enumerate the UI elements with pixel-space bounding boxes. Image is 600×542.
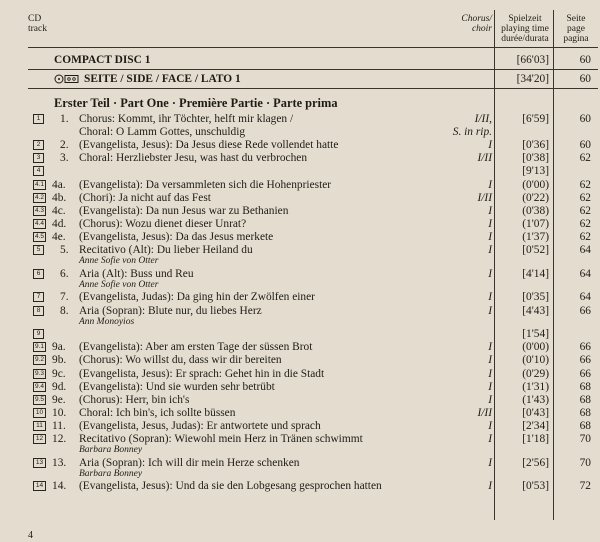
track-row (0, 112, 600, 126)
track-title: (Evangelista, Judas): Da ging hin der Zwölfen einer (79, 291, 315, 304)
track-number: 3. (60, 152, 69, 165)
track-page: 62 (579, 230, 591, 243)
track-chorus: I (488, 217, 492, 230)
track-row (0, 178, 600, 192)
performer-name: Ann Monoyios (79, 316, 135, 327)
track-chorus: I (488, 380, 492, 393)
track-title: (Chorus): Herr, bin ich's (79, 393, 190, 406)
track-title: Choral: O Lamm Gottes, unschuldig (79, 126, 246, 139)
track-title: Recitativo (Alt): Du lieber Heiland du (79, 244, 253, 256)
track-number: 5. (60, 244, 69, 256)
track-row (0, 164, 600, 178)
track-box: 4.2 (34, 193, 45, 201)
track-title: Aria (Alt): Buss und Reu (79, 267, 194, 280)
track-page: 66 (579, 367, 591, 380)
track-box: 6 (33, 269, 44, 279)
track-time: (0'00) (522, 341, 549, 354)
track-number: 10. (52, 406, 67, 419)
track-time: (1'37) (522, 230, 549, 243)
track-number: 8. (60, 304, 69, 317)
track-time: (0'38) (522, 204, 549, 217)
track-box: 13 (33, 458, 46, 468)
track-page: 62 (579, 178, 591, 191)
track-row (0, 353, 600, 367)
track-box: 9.4 (34, 382, 45, 390)
track-page: 66 (579, 354, 591, 367)
track-title: (Chori): Ja nicht auf das Fest (79, 191, 211, 204)
track-box: 4.3 (34, 206, 45, 214)
track-time: (0'10) (522, 354, 549, 367)
track-number: 6. (60, 267, 69, 280)
track-title: (Evangelista, Jesus): Und da sie den Lobgesang gesprochen hatten (79, 480, 382, 493)
track-box: 4.1 (34, 180, 45, 188)
track-chorus: I (488, 433, 492, 445)
track-page: 66 (579, 341, 591, 354)
track-time: [0'36] (522, 139, 549, 152)
track-number: 12. (52, 433, 67, 445)
track-time: [6'59] (522, 113, 549, 125)
side-title: SEITE / SIDE / FACE / LATO 1 (84, 73, 241, 85)
disc-page: 60 (579, 54, 591, 66)
track-title: (Chorus): Wozu dienet dieser Unrat? (79, 217, 247, 230)
track-title: Choral: Ich bin's, ich sollte büssen (79, 406, 236, 419)
track-page: 72 (579, 480, 591, 493)
track-page: 62 (579, 204, 591, 217)
track-time: [1'54] (522, 328, 549, 341)
disc-title: COMPACT DISC 1 (54, 54, 151, 66)
track-title: (Evangelista): Und sie wurden sehr betrübt (79, 380, 275, 393)
track-chorus: I (488, 480, 492, 493)
disc-time: [66'03] (516, 54, 549, 66)
track-row (0, 138, 600, 152)
track-page: 64 (579, 291, 591, 304)
track-box: 4 (33, 166, 44, 176)
track-row (0, 327, 600, 341)
track-row (0, 406, 600, 420)
track-time: (0'22) (522, 191, 549, 204)
track-row (0, 125, 600, 139)
track-chorus: S. in rip. (452, 126, 492, 139)
track-time: [0'38] (522, 152, 549, 165)
track-page: 60 (579, 113, 591, 125)
track-row (0, 367, 600, 381)
header-page-de: Seite (566, 14, 586, 24)
track-box: 9.1 (34, 343, 45, 351)
track-page: 68 (579, 380, 591, 393)
cassette-disc-icon (54, 74, 80, 84)
track-number: 11. (52, 419, 66, 432)
track-number: 4e. (52, 230, 66, 243)
performer-name: Barbara Bonney (79, 445, 143, 456)
track-row (0, 290, 600, 304)
track-box: 4.4 (34, 219, 45, 227)
track-chorus: I/II (477, 191, 492, 204)
header-time-en: playing time (501, 24, 549, 34)
track-chorus: I/II, (474, 113, 492, 125)
track-chorus: I/II (477, 152, 492, 165)
track-row (0, 191, 600, 205)
track-number: 2. (60, 139, 69, 152)
track-time: (1'31) (522, 380, 549, 393)
part-heading (0, 96, 600, 110)
track-page: 70 (579, 456, 591, 469)
track-box: 7 (33, 292, 44, 302)
track-box: 5 (33, 245, 44, 255)
track-box: 4.5 (34, 232, 45, 240)
track-box: 9.5 (34, 395, 45, 403)
track-title: (Evangelista, Jesus): Da Jesus diese Rede vollendet hatte (79, 139, 339, 152)
track-box: 14 (33, 481, 46, 491)
track-chorus: I (488, 178, 492, 191)
track-title: Aria (Sopran): Blute nur, du liebes Herz (79, 304, 262, 317)
header-choir-label: choir (471, 24, 492, 34)
track-title: Choral: Herzliebster Jesu, was hast du verbrochen (79, 152, 308, 165)
page-number: 4 (28, 530, 33, 541)
track-time: [9'13] (522, 165, 549, 178)
rule-top (28, 47, 598, 48)
track-box: 1 (33, 114, 44, 124)
header-playing-time (500, 14, 550, 44)
track-row (0, 204, 600, 218)
track-number: 4a. (52, 178, 66, 191)
track-time: (0'29) (522, 367, 549, 380)
track-time: [4'14] (522, 267, 549, 280)
track-time: [2'56] (522, 456, 549, 469)
track-page: 62 (579, 191, 591, 204)
performer-name: Barbara Bonney (79, 468, 143, 479)
track-chorus: I (488, 341, 492, 354)
track-time: [0'52] (522, 244, 549, 256)
track-number: 4d. (52, 217, 67, 230)
track-title: Aria (Sopran): Ich will dir mein Herze schenken (79, 456, 300, 469)
performer-name: Anne Sofie von Otter (79, 279, 159, 290)
track-page: 68 (579, 419, 591, 432)
track-number: 9e. (52, 393, 66, 406)
track-number: 9a. (52, 341, 66, 354)
track-row (0, 479, 600, 493)
track-title: Recitativo (Sopran): Wiewohl mein Herz in Tränen schwimmt (79, 433, 363, 445)
track-page: 70 (579, 433, 591, 445)
track-page: 64 (579, 244, 591, 256)
track-chorus: I (488, 456, 492, 469)
header-page-en: page (567, 24, 585, 34)
track-number: 9d. (52, 380, 67, 393)
track-page: 64 (579, 267, 591, 280)
track-box: 11 (33, 421, 46, 431)
track-row (0, 340, 600, 354)
header-cd-label: CD (28, 14, 42, 24)
track-box: 2 (33, 140, 44, 150)
track-number: 4b. (52, 191, 67, 204)
header-chorus-label: Chorus/ (461, 14, 492, 24)
track-number: 9b. (52, 354, 67, 367)
track-box: 10 (33, 408, 46, 418)
track-row (0, 380, 600, 394)
track-time: [1'18] (522, 433, 549, 445)
track-time: [2'34] (522, 419, 549, 432)
track-time: [0'53] (522, 480, 549, 493)
track-chorus: I (488, 267, 492, 280)
track-title: (Evangelista, Jesus): Da das Jesus merkete (79, 230, 274, 243)
track-number: 14. (52, 480, 67, 493)
header-page-it: pagina (563, 34, 589, 44)
track-page: 66 (579, 304, 591, 317)
track-chorus: I (488, 139, 492, 152)
track-title: (Evangelista): Da nun Jesus war zu Bethanien (79, 204, 289, 217)
track-row (0, 151, 600, 165)
track-time: [4'43] (522, 304, 549, 317)
track-number: 7. (60, 291, 69, 304)
rule-disc (28, 69, 598, 70)
track-time: (1'07) (522, 217, 549, 230)
track-time: (0'00) (522, 178, 549, 191)
track-title: (Evangelista, Jesus, Judas): Er antwortete und sprach (79, 419, 321, 432)
rule-side (28, 88, 598, 89)
header-time-de: Spielzeit (508, 14, 542, 24)
track-box: 9 (33, 329, 44, 339)
track-row (0, 419, 600, 433)
track-chorus: I/II (477, 406, 492, 419)
track-number: 13. (52, 456, 67, 469)
track-box: 12 (33, 434, 46, 444)
track-box: 8 (33, 306, 44, 316)
header-cd-track (28, 14, 47, 34)
track-chorus: I (488, 244, 492, 256)
track-row (0, 230, 600, 244)
header-chorus (430, 14, 492, 34)
track-box: 9.2 (34, 356, 45, 364)
track-title: (Evangelista): Aber am ersten Tage der süssen Brot (79, 341, 313, 354)
track-page: 68 (579, 406, 591, 419)
side-row (0, 72, 600, 86)
track-chorus: I (488, 291, 492, 304)
track-page: 62 (579, 217, 591, 230)
performer-name: Anne Sofie von Otter (79, 256, 159, 267)
track-row (0, 393, 600, 407)
track-title: (Evangelista, Jesus): Er sprach: Gehet hin in die Stadt (79, 367, 325, 380)
track-chorus: I (488, 393, 492, 406)
track-number: 1. (60, 113, 69, 125)
track-title: (Chorus): Wo willst du, dass wir dir bereiten (79, 354, 282, 367)
header-time-fr-it: durée/durata (501, 34, 549, 44)
track-page: 68 (579, 393, 591, 406)
track-box: 9.3 (34, 369, 45, 377)
track-chorus: I (488, 367, 492, 380)
track-title: (Evangelista): Da versammleten sich die Hohenpriester (79, 178, 332, 191)
side-page: 60 (579, 73, 591, 85)
track-chorus: I (488, 204, 492, 217)
track-number: 4c. (52, 204, 66, 217)
track-row (0, 217, 600, 231)
track-time: [0'43] (522, 406, 549, 419)
part-title: Erster Teil · Part One · Première Partie · Parte prima (54, 96, 338, 110)
track-chorus: I (488, 354, 492, 367)
header-track-label: track (28, 24, 47, 34)
track-title: Chorus: Kommt, ihr Töchter, helft mir klagen / (79, 113, 294, 125)
track-number: 9c. (52, 367, 66, 380)
track-box: 3 (33, 153, 44, 163)
disc-row (0, 53, 600, 67)
track-time: [0'35] (522, 291, 549, 304)
track-chorus: I (488, 304, 492, 317)
track-chorus: I (488, 230, 492, 243)
track-page: 60 (579, 139, 591, 152)
side-time: [34'20] (516, 73, 549, 85)
track-chorus: I (488, 419, 492, 432)
track-page: 62 (579, 152, 591, 165)
header-page (554, 14, 598, 44)
track-time: (1'43) (522, 393, 549, 406)
